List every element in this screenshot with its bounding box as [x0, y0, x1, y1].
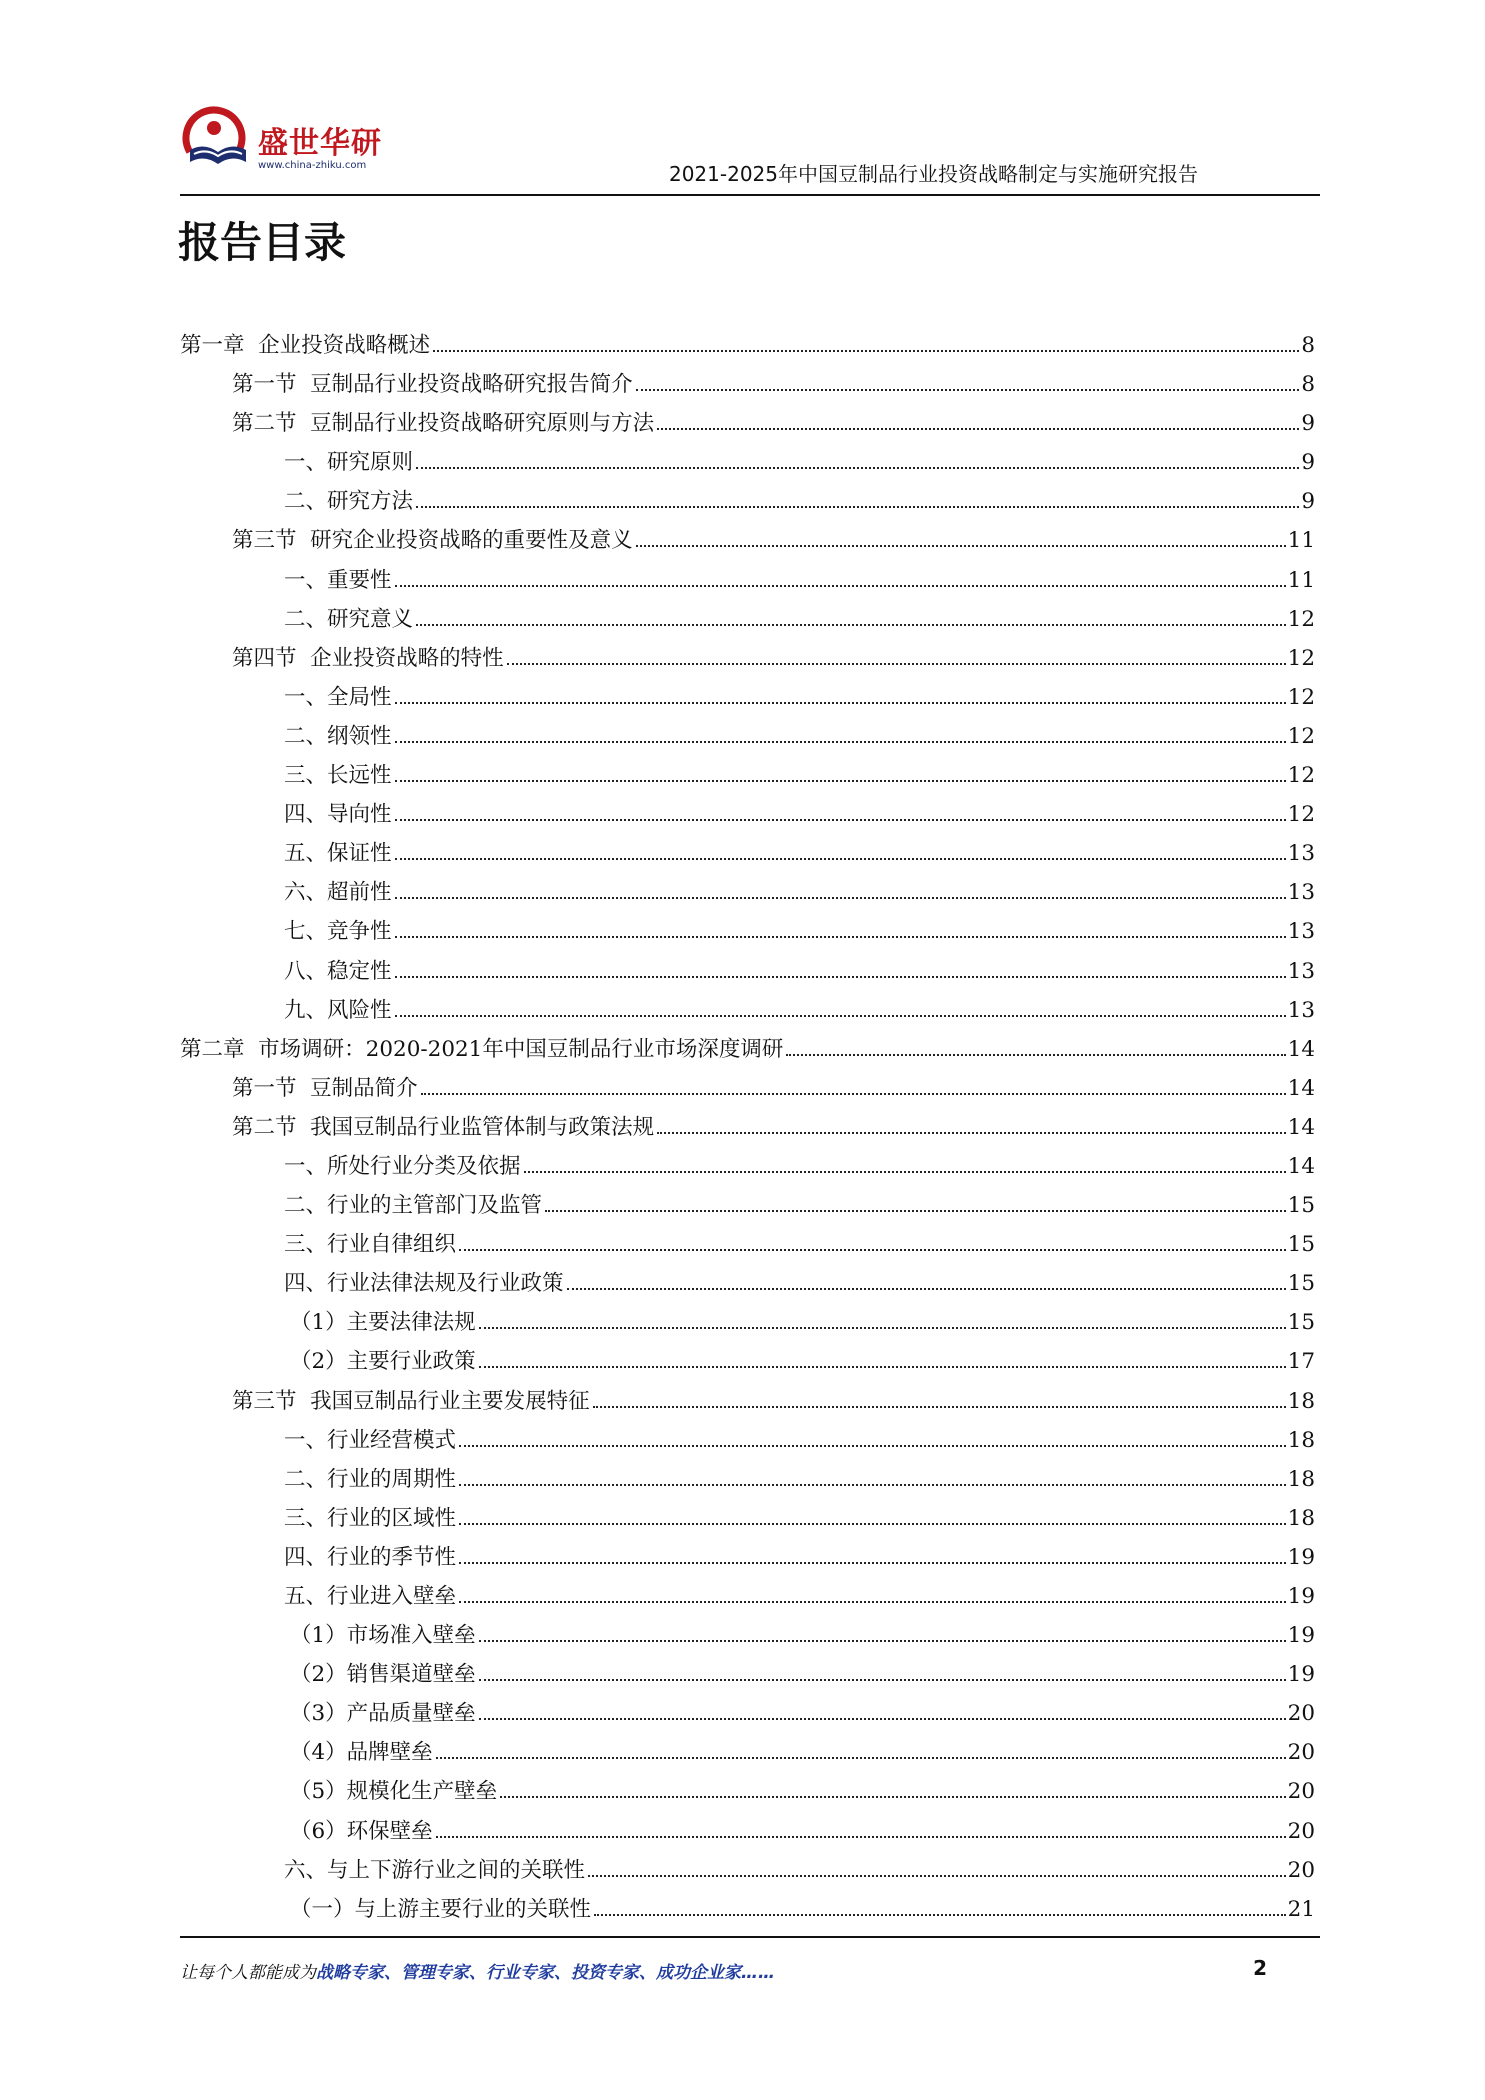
toc-dot-leader	[395, 819, 1286, 821]
toc-entry-title: 七、竞争性	[284, 919, 392, 945]
toc-entry[interactable]	[180, 1616, 1315, 1655]
toc-entry-title: （4）品牌壁垒	[290, 1740, 433, 1766]
header-divider	[180, 194, 1320, 196]
toc-entry-page: 19	[1287, 1544, 1315, 1570]
toc-entry[interactable]	[180, 1421, 1315, 1460]
toc-entry[interactable]	[180, 639, 1315, 678]
toc-entry-title: 二、行业的主管部门及监管	[284, 1193, 543, 1219]
toc-entry-title: 第一节 豆制品简介	[232, 1075, 418, 1101]
logo-book-icon	[180, 104, 258, 182]
page-number: 2	[1253, 1956, 1267, 1980]
toc-entry-page: 18	[1287, 1427, 1315, 1453]
toc-entry-title: 二、纲领性	[284, 723, 392, 749]
toc-entry-title: 第四节 企业投资战略的特性	[232, 645, 504, 671]
toc-entry-title: 一、重要性	[284, 567, 392, 593]
toc-entry-page: 12	[1287, 606, 1315, 632]
toc-dot-leader	[436, 1836, 1286, 1838]
toc-entry-page: 19	[1287, 1662, 1315, 1688]
toc-entry-title: 三、长远性	[284, 763, 392, 789]
toc-entry-page: 14	[1287, 1153, 1315, 1179]
toc-dot-leader	[593, 1406, 1286, 1408]
toc-entry-page: 17	[1287, 1349, 1315, 1375]
toc-dot-leader	[416, 506, 1299, 508]
toc-entry-title: 四、导向性	[284, 802, 392, 828]
toc-dot-leader	[524, 1171, 1286, 1173]
toc-entry-page: 20	[1287, 1857, 1315, 1883]
toc-entry-page: 13	[1287, 958, 1315, 984]
footer-slogan	[180, 1958, 775, 1983]
toc-entry[interactable]	[180, 1812, 1315, 1851]
toc-dot-leader	[588, 1875, 1286, 1877]
toc-entry-page: 14	[1287, 1036, 1315, 1062]
toc-entry[interactable]	[180, 1264, 1315, 1303]
toc-entry[interactable]	[180, 326, 1315, 365]
toc-dot-leader	[636, 545, 1286, 547]
toc-entry-page: 14	[1287, 1114, 1315, 1140]
toc-entry-title: 二、研究方法	[284, 489, 414, 515]
toc-entry[interactable]	[180, 1303, 1315, 1342]
toc-entry-page: 12	[1287, 645, 1315, 671]
toc-entry-title: 一、研究原则	[284, 450, 414, 476]
toc-entry-page: 15	[1287, 1310, 1315, 1336]
toc-entry[interactable]	[180, 521, 1315, 560]
toc-dot-leader	[436, 1757, 1286, 1759]
toc-entry[interactable]	[180, 443, 1315, 482]
toc-entry-page: 18	[1287, 1466, 1315, 1492]
toc-entry-title: （3）产品质量壁垒	[290, 1701, 476, 1727]
toc-entry[interactable]	[180, 952, 1315, 991]
toc-entry-page: 12	[1287, 723, 1315, 749]
toc-entry-title: 第一章 企业投资战略概述	[180, 333, 431, 358]
toc-entry[interactable]	[180, 678, 1315, 717]
footer-divider	[180, 1936, 1320, 1938]
toc-dot-leader	[459, 1445, 1286, 1447]
toc-entry-page: 12	[1287, 684, 1315, 710]
toc-dot-leader	[479, 1640, 1286, 1642]
toc-entry[interactable]	[180, 756, 1315, 795]
slogan-accent: 战略专家、管理专家、行业专家、投资专家、成功企业家……	[316, 1963, 775, 1983]
toc-entry-title: （6）环保壁垒	[290, 1818, 433, 1844]
toc-entry-page: 13	[1287, 841, 1315, 867]
toc-dot-leader	[786, 1054, 1285, 1056]
toc-entry[interactable]	[180, 404, 1315, 443]
toc-dot-leader	[395, 858, 1286, 860]
toc-entry[interactable]	[180, 1499, 1315, 1538]
toc-entry-page: 19	[1287, 1623, 1315, 1649]
toc-entry-page: 8	[1301, 333, 1315, 358]
toc-entry[interactable]	[180, 717, 1315, 756]
toc-entry[interactable]	[180, 795, 1315, 834]
toc-dot-leader	[395, 897, 1286, 899]
toc-entry[interactable]	[180, 1342, 1315, 1381]
toc-entry-page: 15	[1287, 1232, 1315, 1258]
toc-dot-leader	[416, 467, 1299, 469]
toc-dot-leader	[657, 428, 1299, 430]
toc-entry-page: 9	[1301, 411, 1315, 437]
toc-entry-page: 21	[1287, 1896, 1315, 1922]
toc-entry-page: 18	[1287, 1505, 1315, 1531]
toc-dot-leader	[479, 1718, 1286, 1720]
toc-entry[interactable]	[180, 1460, 1315, 1499]
toc-dot-leader	[395, 976, 1286, 978]
toc-entry[interactable]	[180, 1147, 1315, 1186]
toc-dot-leader	[433, 350, 1299, 352]
toc-entry[interactable]	[180, 482, 1315, 521]
toc-entry[interactable]	[180, 991, 1315, 1030]
toc-entry-page: 12	[1287, 763, 1315, 789]
toc-entry-page: 9	[1301, 450, 1315, 476]
toc-entry-title: 六、与上下游行业之间的关联性	[284, 1857, 586, 1883]
toc-entry-page: 13	[1287, 997, 1315, 1023]
toc-entry-title: 第二章 市场调研：2020-2021年中国豆制品行业市场深度调研	[180, 1036, 784, 1062]
toc-entry-title: 三、行业的区域性	[284, 1505, 457, 1531]
toc-dot-leader	[395, 780, 1286, 782]
toc-dot-leader	[500, 1796, 1285, 1798]
toc-entry-page: 20	[1287, 1701, 1315, 1727]
toc-entry[interactable]	[180, 1577, 1315, 1616]
toc-dot-leader	[459, 1562, 1286, 1564]
toc-entry-page: 13	[1287, 880, 1315, 906]
toc-dot-leader	[657, 1132, 1285, 1134]
toc-dot-leader	[479, 1327, 1286, 1329]
company-logo	[180, 104, 425, 184]
toc-dot-leader	[545, 1210, 1286, 1212]
toc-entry-title: 四、行业的季节性	[284, 1544, 457, 1570]
toc-dot-leader	[395, 936, 1286, 938]
toc-entry-title: （一）与上游主要行业的关联性	[290, 1896, 592, 1922]
toc-entry[interactable]	[180, 1772, 1315, 1811]
toc-dot-leader	[416, 624, 1286, 626]
report-title: 2021-2025年中国豆制品行业投资战略制定与实施研究报告	[668, 162, 1198, 186]
toc-entry-page: 18	[1287, 1388, 1315, 1414]
toc-entry[interactable]	[180, 561, 1315, 600]
toc-entry[interactable]	[180, 1694, 1315, 1733]
logo-url: www.china-zhiku.com	[258, 160, 367, 171]
toc-entry-page: 19	[1287, 1584, 1315, 1609]
toc-entry[interactable]	[180, 1186, 1315, 1225]
toc-entry[interactable]	[180, 834, 1315, 873]
toc-entry-page: 15	[1287, 1193, 1315, 1219]
toc-dot-leader	[459, 1484, 1286, 1486]
toc-entry-page: 14	[1287, 1075, 1315, 1101]
toc-entry-title: 八、稳定性	[284, 958, 392, 984]
toc-entry-page: 8	[1301, 372, 1315, 398]
toc-entry[interactable]	[180, 1069, 1315, 1108]
toc-entry-title: 六、超前性	[284, 880, 392, 906]
toc-entry-page: 20	[1287, 1740, 1315, 1766]
slogan-prefix: 让每个人都能成为	[180, 1963, 316, 1983]
logo-name: 盛世华研	[258, 126, 382, 161]
toc-entry-title: 四、行业法律法规及行业政策	[284, 1271, 564, 1297]
toc-entry[interactable]	[180, 1851, 1315, 1890]
toc-dot-leader	[636, 389, 1300, 391]
toc-entry-title: 五、保证性	[284, 841, 392, 867]
toc-entry[interactable]	[180, 1890, 1315, 1929]
toc-entry-page: 9	[1301, 489, 1315, 515]
toc-entry[interactable]	[180, 1538, 1315, 1577]
toc-dot-leader	[421, 1093, 1286, 1095]
toc-dot-leader	[479, 1366, 1286, 1368]
toc-entry-title: （1）市场准入壁垒	[290, 1623, 476, 1649]
toc-dot-leader	[459, 1601, 1286, 1603]
toc-entry-title: （5）规模化生产壁垒	[290, 1779, 498, 1805]
toc-entry-page: 20	[1287, 1779, 1315, 1805]
toc-entry[interactable]	[180, 365, 1315, 404]
toc-dot-leader	[594, 1914, 1286, 1916]
toc-entry-title: 九、风险性	[284, 997, 392, 1023]
toc-entry-title: 第三节 研究企业投资战略的重要性及意义	[232, 528, 633, 554]
toc-entry-title: 二、行业的周期性	[284, 1466, 457, 1492]
toc-entry[interactable]	[180, 1733, 1315, 1772]
toc-entry[interactable]	[180, 1382, 1315, 1421]
toc-entry[interactable]	[180, 1108, 1315, 1147]
toc-entry-title: 一、全局性	[284, 684, 392, 710]
toc-entry-title: 第二节 我国豆制品行业监管体制与政策法规	[232, 1114, 655, 1140]
toc-entry-page: 11	[1287, 528, 1315, 554]
toc-dot-leader	[395, 585, 1286, 587]
toc-dot-leader	[459, 1249, 1286, 1251]
toc-entry-page: 11	[1287, 567, 1315, 593]
toc-entry-title: 第一节 豆制品行业投资战略研究报告简介	[232, 372, 633, 398]
toc-entry-title: 三、行业自律组织	[284, 1232, 457, 1258]
table-of-contents	[180, 326, 1315, 1929]
toc-dot-leader	[395, 702, 1286, 704]
toc-entry-title: 第二节 豆制品行业投资战略研究原则与方法	[232, 411, 655, 437]
toc-entry-title: 五、行业进入壁垒	[284, 1584, 457, 1609]
toc-entry-title: 一、行业经营模式	[284, 1427, 457, 1453]
toc-entry-title: 一、所处行业分类及依据	[284, 1153, 521, 1179]
toc-dot-leader	[459, 1523, 1286, 1525]
toc-entry-page: 12	[1287, 802, 1315, 828]
toc-entry[interactable]	[180, 1030, 1315, 1069]
toc-dot-leader	[507, 663, 1286, 665]
toc-entry[interactable]	[180, 873, 1315, 912]
toc-entry-page: 15	[1287, 1271, 1315, 1297]
toc-dot-leader	[567, 1288, 1286, 1290]
toc-dot-leader	[395, 741, 1286, 743]
page-title: 报告目录	[178, 218, 347, 267]
toc-entry[interactable]	[180, 600, 1315, 639]
toc-entry[interactable]	[180, 1225, 1315, 1264]
toc-dot-leader	[479, 1679, 1286, 1681]
toc-entry-title: （2）销售渠道壁垒	[290, 1662, 476, 1688]
toc-entry-title: （1）主要法律法规	[290, 1310, 476, 1336]
toc-entry-title: （2）主要行业政策	[290, 1349, 476, 1375]
toc-entry[interactable]	[180, 912, 1315, 951]
toc-entry-page: 20	[1287, 1818, 1315, 1844]
toc-entry-title: 第三节 我国豆制品行业主要发展特征	[232, 1388, 590, 1414]
toc-dot-leader	[395, 1015, 1286, 1017]
toc-entry-title: 二、研究意义	[284, 606, 414, 632]
toc-entry-page: 13	[1287, 919, 1315, 945]
toc-entry[interactable]	[180, 1655, 1315, 1694]
